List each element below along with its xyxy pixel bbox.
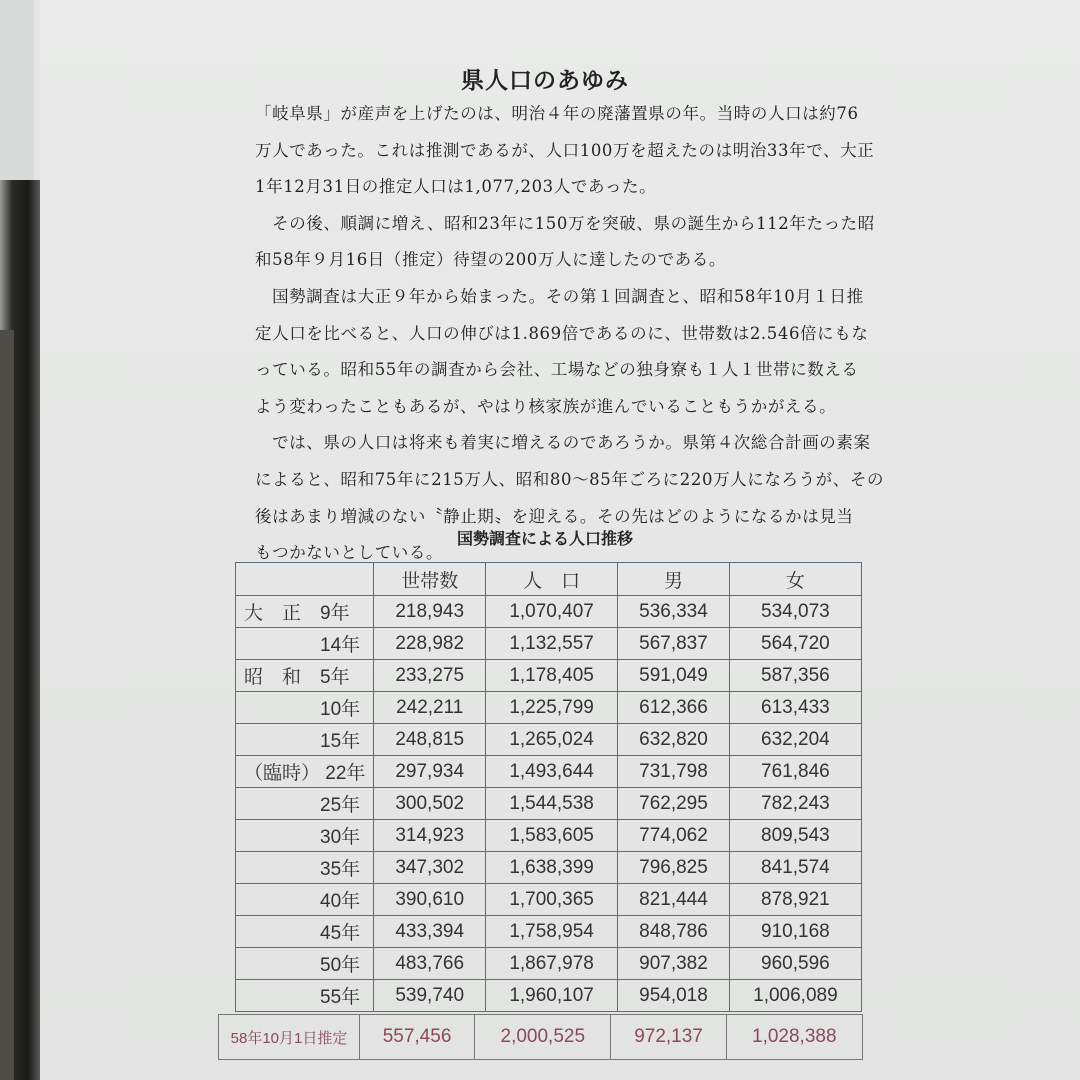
- table-cell: 248,815: [374, 724, 486, 756]
- table-cell: 762,295: [618, 788, 730, 820]
- row-label: 55年: [236, 980, 374, 1012]
- table-cell: 539,740: [374, 980, 486, 1012]
- table-cell: 1,006,089: [729, 980, 861, 1012]
- table-cell: 1,583,605: [486, 820, 618, 852]
- table-row: [236, 820, 862, 852]
- table-cell: 女: [729, 563, 861, 596]
- table-cell: 731,798: [618, 756, 730, 788]
- table-cell: 910,168: [729, 916, 861, 948]
- table-row: [236, 916, 862, 948]
- estimate-row: [219, 1015, 863, 1060]
- text-line: 国勢調査は大正９年から始まった。その第１回調査と、昭和58年10月１日推: [255, 286, 864, 306]
- table-cell: 男: [618, 563, 730, 596]
- table-cell: 2,000,525: [475, 1015, 611, 1060]
- table-row: [236, 852, 862, 884]
- table-row: [236, 596, 862, 628]
- table-cell: 774,062: [618, 820, 730, 852]
- row-label: （臨時） 22年: [236, 756, 374, 788]
- book-binding-shadow-inner: [0, 330, 14, 1080]
- table-row: [236, 980, 862, 1012]
- table-cell: 1,758,954: [486, 916, 618, 948]
- row-label: 40年: [236, 884, 374, 916]
- text-line: 万人であった。これは推測であるが、人口100万を超えたのは明治33年で、大正: [255, 140, 875, 160]
- table-cell: 1,178,405: [486, 660, 618, 692]
- row-label: 15年: [236, 724, 374, 756]
- table-cell: 1,070,407: [486, 596, 618, 628]
- table-cell: 972,137: [611, 1015, 726, 1060]
- table-row: [236, 884, 862, 916]
- table-cell: 314,923: [374, 820, 486, 852]
- table-cell: 567,837: [618, 628, 730, 660]
- table-row: [236, 660, 862, 692]
- text-line: 和58年９月16日（推定）待望の200万人に達したのである。: [255, 250, 726, 270]
- table-cell: 1,265,024: [486, 724, 618, 756]
- table-cell: 483,766: [374, 948, 486, 980]
- table-cell: 591,049: [618, 660, 730, 692]
- text-line: もつかないとしている。: [255, 543, 444, 563]
- text-line: よう変わったこともあるが、やはり核家族が進んでいることもうかがえる。: [255, 396, 837, 416]
- table-cell: 632,204: [729, 724, 861, 756]
- table-row: [236, 692, 862, 724]
- table-cell: 433,394: [374, 916, 486, 948]
- text-line: 後はあまり増減のない〝静止期〟を迎える。その先はどのようになるかは見当: [255, 506, 854, 526]
- text-line: 1年12月31日の推定人口は1,077,203人であった。: [255, 177, 657, 197]
- body-text: [255, 96, 885, 572]
- text-line: では、県の人口は将来も着実に増えるのであろうか。県第４次総合計画の素案: [255, 433, 871, 453]
- table-cell: 534,073: [729, 596, 861, 628]
- table-cell: 612,366: [618, 692, 730, 724]
- table-cell: 848,786: [618, 916, 730, 948]
- table-cell: 228,982: [374, 628, 486, 660]
- table-cell: 218,943: [374, 596, 486, 628]
- row-label: 45年: [236, 916, 374, 948]
- table-cell: 1,960,107: [486, 980, 618, 1012]
- table-cell: 841,574: [729, 852, 861, 884]
- table-title: 国勢調査による人口推移: [456, 529, 633, 548]
- table-cell: 1,132,557: [486, 628, 618, 660]
- table-row: [236, 788, 862, 820]
- table-cell: 907,382: [618, 948, 730, 980]
- table-cell: 242,211: [374, 692, 486, 724]
- table-cell: 人 口: [486, 563, 618, 596]
- row-label: [236, 563, 374, 596]
- text-line: 定人口を比べると、人口の伸びは1.869倍であるのに、世帯数は2.546倍にもな: [255, 323, 869, 343]
- table-cell: 782,243: [729, 788, 861, 820]
- table-cell: 300,502: [374, 788, 486, 820]
- table-row: [236, 724, 862, 756]
- text-line: 「岐阜県」が産声を上げたのは、明治４年の廃藩置県の年。当時の人口は約76: [255, 104, 859, 123]
- table-cell: 809,543: [729, 820, 861, 852]
- table-cell: 587,356: [729, 660, 861, 692]
- estimate-row-table: [218, 1014, 863, 1060]
- table-cell: 1,225,799: [486, 692, 618, 724]
- census-table: [235, 562, 862, 1012]
- page-title: 県人口のあゆみ: [461, 67, 629, 94]
- table-cell: 1,028,388: [726, 1015, 862, 1060]
- table-cell: 536,334: [618, 596, 730, 628]
- table-cell: 761,846: [729, 756, 861, 788]
- row-label: 50年: [236, 948, 374, 980]
- table-cell: 632,820: [618, 724, 730, 756]
- table-cell: 960,596: [729, 948, 861, 980]
- table-cell: 1,544,538: [486, 788, 618, 820]
- text-line: その後、順調に増え、昭和23年に150万を突破、県の誕生から112年たった昭: [255, 213, 875, 233]
- text-line: っている。昭和55年の調査から会社、工場などの独身寮も１人１世帯に数える: [255, 360, 859, 380]
- table-header-row: [236, 563, 862, 596]
- table-cell: 233,275: [374, 660, 486, 692]
- table-cell: 878,921: [729, 884, 861, 916]
- table-cell: 1,638,399: [486, 852, 618, 884]
- row-label: 35年: [236, 852, 374, 884]
- table-row: [236, 948, 862, 980]
- row-label: 昭 和 5年: [236, 660, 374, 692]
- text-line: によると、昭和75年に215万人、昭和80～85年ごろに220万人になろうが、その: [255, 469, 885, 489]
- table-cell: 1,493,644: [486, 756, 618, 788]
- row-label: 10年: [236, 692, 374, 724]
- table-cell: 1,867,978: [486, 948, 618, 980]
- table-cell: 613,433: [729, 692, 861, 724]
- table-row: [236, 756, 862, 788]
- table-cell: 世帯数: [374, 563, 486, 596]
- table-cell: 557,456: [360, 1015, 475, 1060]
- table-cell: 1,700,365: [486, 884, 618, 916]
- row-label: 14年: [236, 628, 374, 660]
- table-row: [236, 628, 862, 660]
- table-cell: 954,018: [618, 980, 730, 1012]
- table-cell: 297,934: [374, 756, 486, 788]
- row-label: 58年10月1日推定: [219, 1015, 360, 1060]
- row-label: 25年: [236, 788, 374, 820]
- table-cell: 564,720: [729, 628, 861, 660]
- table-cell: 347,302: [374, 852, 486, 884]
- table-cell: 390,610: [374, 884, 486, 916]
- row-label: 大 正 9年: [236, 596, 374, 628]
- table-cell: 796,825: [618, 852, 730, 884]
- row-label: 30年: [236, 820, 374, 852]
- table-cell: 821,444: [618, 884, 730, 916]
